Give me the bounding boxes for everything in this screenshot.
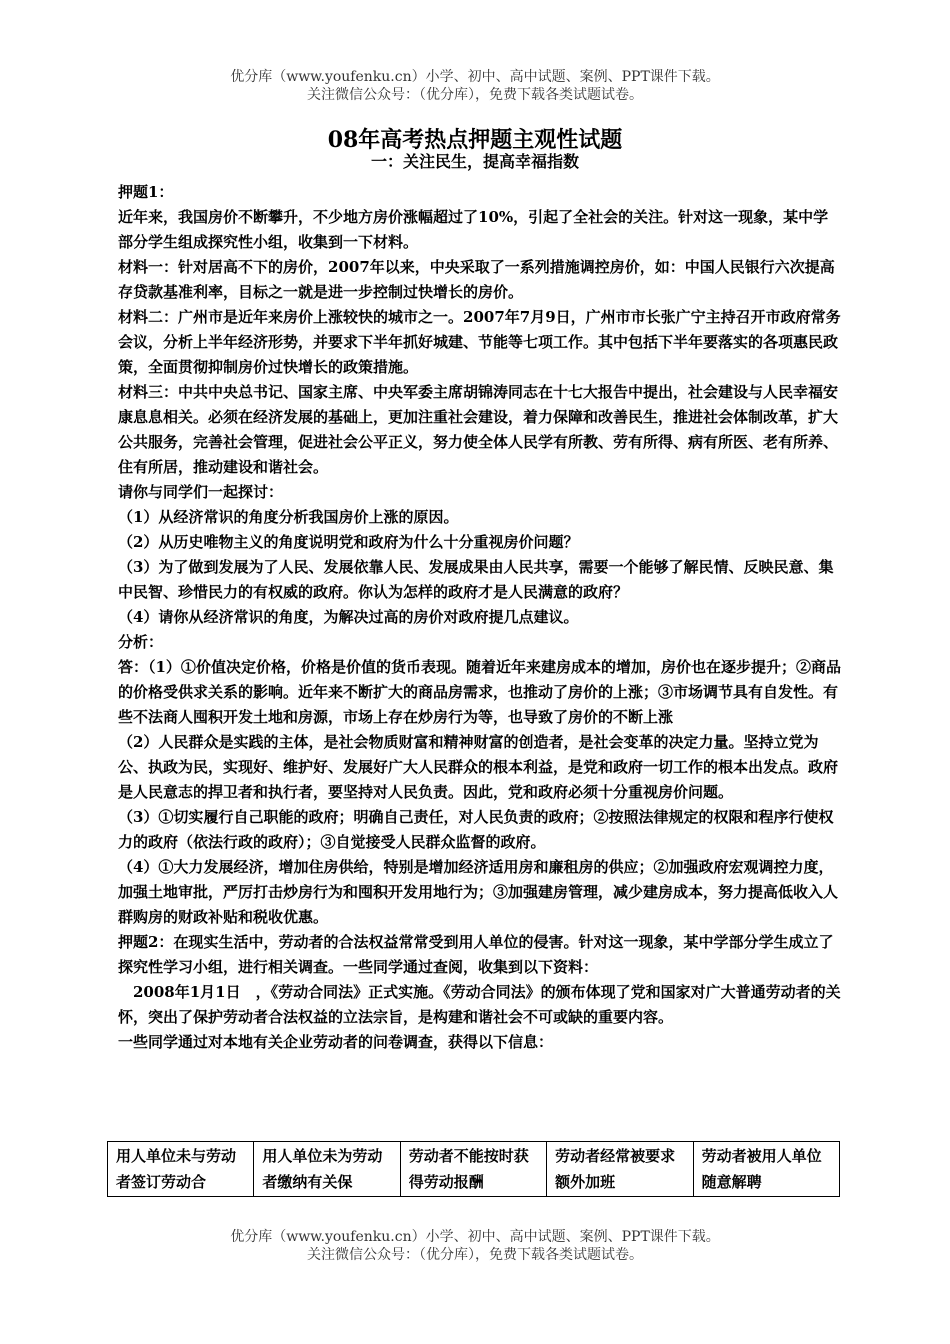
header-line-1: 优分库（www.youfenku.cn）小学、初中、高中试题、案例、PPT课件下载。 (230, 69, 720, 85)
section-subtitle: 一：关注民生，提高幸福指数 (370, 152, 579, 171)
document-title: 08年高考热点押题主观性试题 (327, 127, 623, 153)
table-cell-text: 劳动者被用人单位随意解聘 (701, 1147, 822, 1191)
question-1-intro: 近年来，我国房价不断攀升，不少地方房价涨幅超过了10%，引起了全社会的关注。针对这一现象，某中学部分学生组成探究性小组，收集到一下材料。 (118, 208, 829, 251)
page-footer (0, 1228, 950, 1264)
question-1-label: 押题1： (118, 183, 174, 201)
analysis-label: 分析： (118, 633, 164, 651)
table-cell (400, 1142, 546, 1197)
header-line-2: 关注微信公众号：（优分库），免费下载各类试题试卷。 (307, 87, 643, 103)
labor-law-paragraph: 2008年1月1日 ，《劳动合同法》正式实施。《劳动合同法》的颁布体现了党和国家对广大普通劳动者的关怀，突出了保护劳动者合法权益的立法宗旨，是构建和谐社会不可或缺的重要内容。 (118, 983, 841, 1026)
document-body (118, 180, 842, 1055)
table-cell (108, 1142, 254, 1197)
answer-2: （2）人民群众是实践的主体，是社会物质财富和精神财富的创造者，是社会变革的决定力量。坚持立党为公、执政为民，实现好、维护好、发展好广大人民群众的根本利益，是党和政府一切工作的根本出发点。政府是人民意志的捍卫者和执行者，要坚持对人民负责。因此，党和政府必须十分重视房价问题。 (118, 733, 839, 801)
discussion-prompt: 请你与同学们一起探讨： (118, 483, 284, 501)
table-cell-text: 用人单位未与劳动者签订劳动合 (116, 1147, 237, 1191)
material-1: 材料一：针对居高不下的房价，2007年以来，中央采取了一系列措施调控房价，如：中国人民银行六次提高存贷款基准利率，目标之一就是进一步控制过快增长的房价。 (118, 258, 835, 301)
survey-table (107, 1141, 840, 1197)
sub-question-2: （2）从历史唯物主义的角度说明党和政府为什么十分重视房价问题？ (118, 533, 579, 551)
sub-question-4: （4）请你从经济常识的角度，为解决过高的房价对政府提几点建议。 (118, 608, 579, 626)
sub-question-3: （3）为了做到发展为了人民、发展依靠人民、发展成果由人民共享，需要一个能够了解民情、反映民意、集中民智、珍惜民力的有权威的政府。你认为怎样的政府才是人民满意的政府？ (118, 558, 834, 601)
table-cell (254, 1142, 400, 1197)
sub-question-1: （1）从经济常识的角度分析我国房价上涨的原因。 (118, 508, 459, 526)
material-3: 材料三：中共中央总书记、国家主席、中央军委主席胡锦涛同志在十七大报告中提出，社会建设与人民幸福安康息息相关。必须在经济发展的基础上，更加注重社会建设，着力保障和改善民生，推进社会体制改革，扩大公共服务，完善社会管理，促进社会公平正义，努力使全体人民学有所教、劳有所得、病有所医、老有所养、住有所居，推动建设和谐社会。 (118, 383, 839, 476)
footer-line-1: 优分库（www.youfenku.cn）小学、初中、高中试题、案例、PPT课件下载。 (230, 1229, 720, 1245)
table-cell-text: 用人单位未为劳动者缴纳有关保 (262, 1147, 383, 1191)
page-header (0, 68, 950, 104)
table-cell-text: 劳动者不能按时获得劳动报酬 (408, 1147, 529, 1191)
answer-1: 答：（1）①价值决定价格，价格是价值的货币表现。随着近年来建房成本的增加，房价也在逐步提升；②商品的价格受供求关系的影响。近年来不断扩大的商品房需求，也推动了房价的上涨；③市场调节具有自发性。有些不法商人囤积开发土地和房源，市场上存在炒房行为等，也导致了房价的不断上涨 (118, 658, 841, 726)
material-2: 材料二：广州市是近年来房价上涨较快的城市之一。2007年7月9日，广州市市长张广宁主持召开市政府常务会议，分析上半年经济形势，并要求下半年抓好城建、节能等七项工作。其中包括下半年要落实的各项惠民政策，全面贯彻抑制房价过快增长的政策措施。 (118, 308, 841, 376)
survey-intro: 一些同学通过对本地有关企业劳动者的问卷调查，获得以下信息： (118, 1033, 554, 1051)
table-row (108, 1142, 840, 1197)
answer-4: （4）①大力发展经济，增加住房供给，特别是增加经济适用房和廉租房的供应；②加强政府宏观调控力度，加强土地审批，严厉打击炒房行为和囤积开发用地行为；③加强建房管理，减少建房成本，努力提高低收入人群购房的财政补贴和税收优惠。 (118, 858, 839, 926)
question-2-intro: 押题2：在现实生活中，劳动者的合法权益常常受到用人单位的侵害。针对这一现象，某中学部分学生成立了探究性学习小组，进行相关调查。一些同学通过查阅，收集到以下资料： (118, 933, 834, 976)
footer-line-2: 关注微信公众号：（优分库），免费下载各类试题试卷。 (307, 1247, 643, 1263)
table-cell (693, 1142, 839, 1197)
table-cell-text: 劳动者经常被要求额外加班 (555, 1147, 676, 1191)
answer-3: （3）①切实履行自己职能的政府；明确自己责任，对人民负责的政府；②按照法律规定的权限和程序行使权力的政府（依法行政的政府）；③自觉接受人民群众监督的政府。 (118, 808, 834, 851)
table-cell (547, 1142, 693, 1197)
